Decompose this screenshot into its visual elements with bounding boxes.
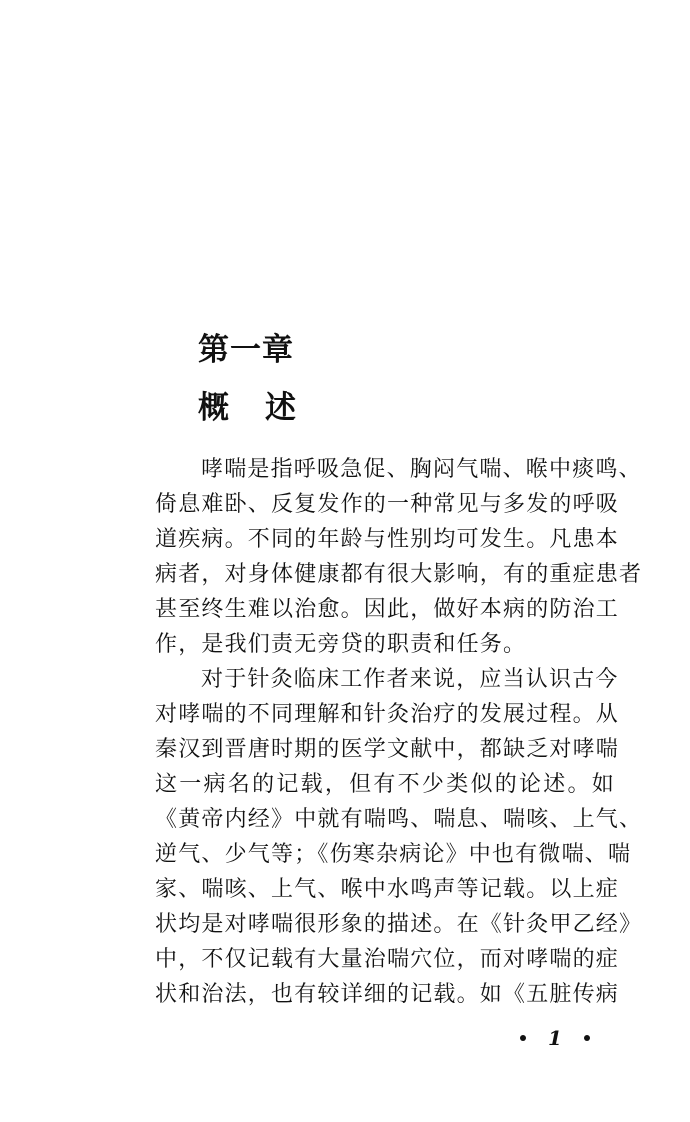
chapter-title-part-2: 述: [265, 390, 296, 426]
page-number: [520, 1025, 590, 1051]
paragraph-1-line-2: 倚息难卧、反复发作的一种常见与多发的呼吸: [155, 492, 620, 517]
paragraph-2-line-1: 对于针灸临床工作者来说，应当认识古今: [201, 667, 619, 692]
paragraph-1-line-5: 甚至终生难以治愈。因此，做好本病的防治工: [155, 597, 620, 622]
paragraph-2-line-7: 家、喘咳、上气、喉中水鸣声等记载。以上症: [155, 877, 620, 902]
dot-left: [520, 1035, 526, 1041]
paragraph-2-line-3: 秦汉到晋唐时期的医学文献中，都缺乏对哮喘: [155, 737, 620, 762]
paragraph-2-line-5: 《黄帝内经》中就有喘鸣、喘息、喘咳、上气、: [155, 807, 643, 832]
paragraph-2-line-10: 状和治法，也有较详细的记载。如《五脏传病: [155, 982, 620, 1007]
chapter-title-part-1: 概: [198, 390, 229, 426]
paragraph-1-line-3: 道疾病。不同的年龄与性别均可发生。凡患本: [155, 527, 620, 552]
paragraph-1-line-1: 哮喘是指呼吸急促、胸闷气喘、喉中痰鸣、: [201, 457, 642, 482]
paragraph-2-line-4: 这一病名的记载，但有不少类似的论述。如: [155, 772, 615, 797]
paragraph-2-line-2: 对哮喘的不同理解和针灸治疗的发展过程。从: [155, 702, 620, 727]
paragraph-2-line-9: 中，不仅记载有大量治喘穴位，而对哮喘的症: [155, 947, 620, 972]
paragraph-2-line-6: 逆气、少气等；《伤寒杂病论》中也有微喘、喘: [155, 842, 632, 867]
dot-right: [584, 1035, 590, 1041]
body-text: [155, 452, 643, 1012]
paragraph-1-line-6: 作，是我们责无旁贷的职责和任务。: [155, 632, 527, 657]
chapter-title: [198, 388, 296, 428]
page-number-value: 1: [548, 1026, 562, 1050]
chapter-number: 第一章: [198, 332, 294, 368]
paragraph-1-line-4: 病者，对身体健康都有很大影响，有的重症患者: [155, 562, 643, 587]
paragraph-2-line-8: 状均是对哮喘很形象的描述。在《针灸甲乙经》: [155, 912, 643, 937]
